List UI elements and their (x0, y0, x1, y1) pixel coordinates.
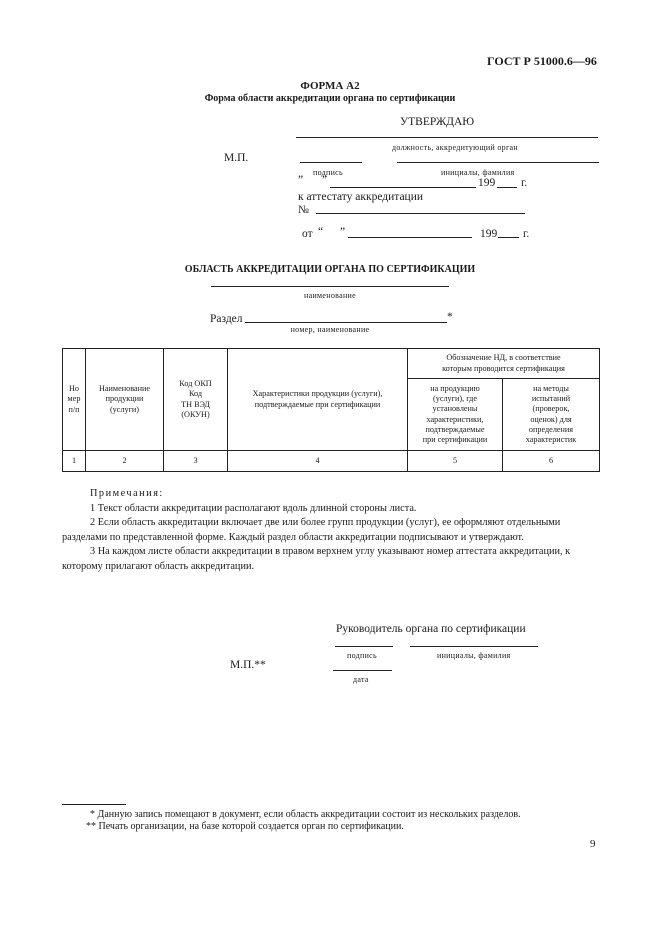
hdr-line: продукции (105, 394, 144, 404)
date-close: ” (322, 174, 328, 186)
head-signature-caption: подпись (347, 651, 377, 660)
footnote-separator (62, 804, 126, 805)
hdr-line: установлены (432, 404, 478, 414)
col-code-header (164, 349, 228, 451)
section-mark: * (447, 311, 453, 323)
name-line (397, 162, 599, 163)
year-line (497, 187, 517, 188)
hdr-line: при сертификации (422, 435, 488, 444)
column-number: 4 (228, 451, 408, 472)
attestat-number-line (316, 213, 525, 214)
attestat-number-label: № (298, 204, 309, 216)
attestat-label: к аттестату аккредитации (298, 191, 424, 203)
hdr-line: характеристики, (426, 414, 484, 424)
approve-label: УТВЕРЖДАЮ (400, 116, 475, 128)
signature-caption: подпись (313, 168, 343, 177)
hdr-line: подтверждаемые (425, 424, 485, 434)
head-date-caption: дата (353, 675, 369, 684)
head-name-line (410, 646, 538, 647)
name-caption: инициалы, фамилия (441, 168, 515, 177)
date-line (330, 187, 476, 188)
col-product-header (86, 349, 164, 451)
head-mp: М.П.** (230, 659, 266, 671)
column-number: 3 (164, 451, 228, 472)
col-number-header (63, 349, 86, 451)
standard-number: ГОСТ Р 51000.6—96 (487, 54, 597, 68)
hdr-line: Характеристики продукции (услуги), (252, 389, 383, 399)
scope-name-line (211, 286, 449, 287)
footnote: ** Печать организации, на базе которой создается орган по сертификации. (86, 821, 404, 832)
from-year-line (498, 237, 519, 238)
date-suffix: г. (521, 177, 528, 189)
hdr-line: на методы (533, 383, 569, 393)
hdr-line: Наименование (98, 384, 150, 394)
note-item: 1 Текст области аккредитации располагают вдоль длинной стороны листа. (90, 502, 417, 514)
hdr-line: на продукцию (430, 383, 480, 393)
position-line (296, 137, 598, 138)
head-date-line (333, 670, 392, 671)
col-characteristics-header (228, 349, 408, 451)
hdr-line: испытаний (531, 394, 571, 403)
position-caption: должность, аккредитующий орган (392, 143, 518, 152)
column-number: 2 (86, 451, 164, 472)
page-number: 9 (590, 838, 596, 850)
col-nd-product-header (408, 379, 503, 451)
column-number: 1 (63, 451, 86, 472)
approve-mp: М.П. (224, 152, 249, 164)
section-caption: номер, наименование (290, 325, 370, 334)
hdr-line: подтверждаемые при сертификации (254, 399, 381, 409)
from-label: от (302, 228, 313, 240)
signature-line (300, 162, 362, 163)
accreditation-table (62, 348, 600, 472)
column-number-row (63, 451, 600, 472)
from-year: 199 (480, 228, 498, 240)
notes (62, 487, 602, 574)
form-subtitle: Форма области аккредитации органа по сертификации (204, 93, 456, 104)
hdr-line: Обозначение НД, в соответствие (446, 353, 561, 363)
from-open: “ (318, 226, 324, 238)
scope-name-caption: наименование (304, 291, 356, 300)
date-year: 199 (478, 177, 496, 189)
hdr-line: оценок) для (530, 414, 572, 424)
hdr-line: (ОКУН) (181, 409, 210, 419)
form-title: ФОРМА А2 (300, 80, 360, 92)
from-close: ” (340, 226, 346, 238)
hdr-line: (услуги), где (433, 394, 477, 403)
note-item: 2 Если область аккредитации включает две или более групп продукции (услуг), ее оформляют отдельными разделами по представленной форме. Каждый раздел области аккредитации подписывают и утверждают. (62, 517, 561, 543)
scope-title: ОБЛАСТЬ АККРЕДИТАЦИИ ОРГАНА ПО СЕРТИФИКАЦИИ (184, 264, 476, 275)
hdr-line: которым проводится сертификация (442, 363, 565, 373)
column-number: 5 (408, 451, 503, 472)
footnote: * Данную запись помещают в документ, если область аккредитации состоит из нескольких разделов. (90, 809, 521, 820)
column-number: 6 (503, 451, 600, 472)
head-signature-line (335, 646, 393, 647)
section-line (245, 322, 447, 323)
hdr-line: Но (68, 384, 79, 394)
note-item: 3 На каждом листе области аккредитации в правом верхнем углу указывают номер аттестата аккредитации, к которому прилагают область аккредитации. (62, 546, 571, 572)
hdr-line: Код (188, 389, 203, 399)
from-date-line (348, 237, 472, 238)
head-name-caption: инициалы, фамилия (437, 651, 511, 660)
col-nd-group-header (408, 349, 600, 379)
hdr-line: мер (67, 394, 81, 404)
notes-heading: Примечания: (90, 488, 164, 499)
section-label: Раздел (210, 313, 243, 325)
hdr-line: ТН ВЭД (181, 399, 210, 409)
date-open: ” (298, 174, 304, 186)
head-title: Руководитель органа по сертификации (336, 623, 526, 635)
hdr-line: п/п (68, 404, 80, 414)
hdr-line: Код ОКП (179, 379, 212, 388)
col-nd-methods-header (503, 379, 600, 451)
hdr-line: (услуги) (109, 404, 140, 414)
hdr-line: характеристик (525, 435, 577, 444)
from-suffix: г. (523, 228, 530, 240)
hdr-line: определения (528, 424, 574, 434)
hdr-line: (проверок, (532, 404, 570, 414)
